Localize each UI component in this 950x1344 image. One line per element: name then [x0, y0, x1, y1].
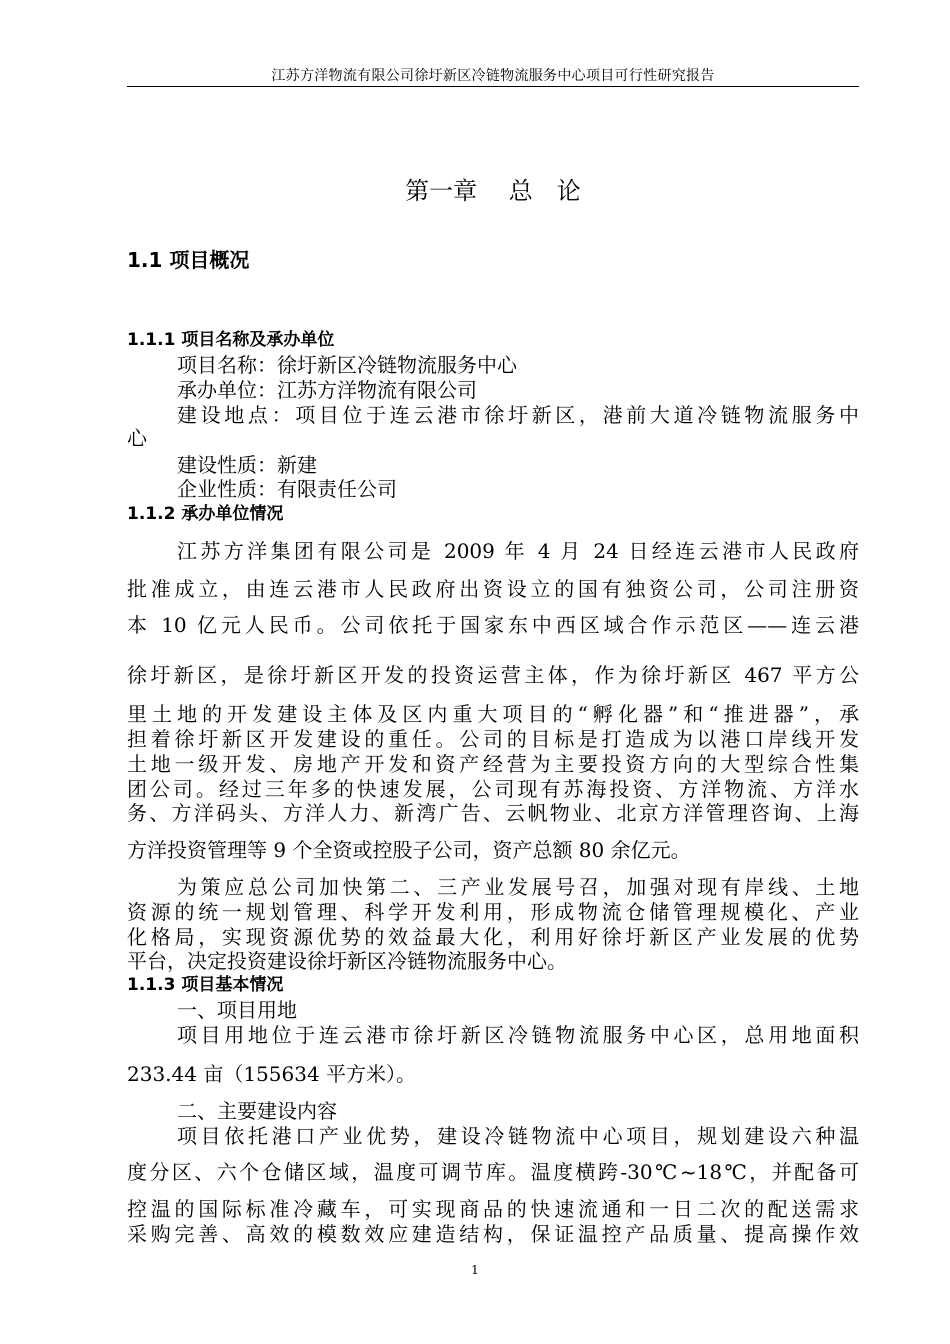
paragraph-line: 徐圩新区，是徐圩新区开发的投资运营主体，作为徐圩新区 467 平方公 [127, 663, 859, 687]
section-heading-1-1-2: 1.1.2 承办单位情况 [127, 504, 284, 524]
paragraph-line: 务、方洋码头、方洋人力、新湾广告、云帆物业、北京方洋管理咨询、上海 [127, 801, 859, 825]
paragraph-line: 本 10 亿元人民币。公司依托于国家东中西区域合作示范区——连云港 [127, 613, 859, 637]
paragraph-line: 担着徐圩新区开发建设的重任。公司的目标是打造成为以港口岸线开发 [127, 727, 859, 751]
page-number: 1 [471, 1263, 479, 1277]
paragraph-line: 资源的统一规划管理、科学开发利用，形成物流仓储管理规模化、产业 [127, 900, 859, 924]
section-heading-1-1-1: 1.1.1 项目名称及承办单位 [127, 330, 335, 350]
paragraph-line: 为策应总公司加快第二、三产业发展号召，加强对现有岸线、土地 [177, 875, 859, 899]
paragraph-line: 平台，决定投资建设徐圩新区冷链物流服务中心。 [127, 949, 567, 973]
paragraph-line: 二、主要建设内容 [177, 1099, 337, 1123]
paragraph-line: 度分区、六个仓储区域，温度可调节库。温度横跨-30℃~18℃，并配备可 [127, 1160, 859, 1184]
paragraph-line: 江苏方洋集团有限公司是 2009 年 4 月 24 日经连云港市人民政府 [177, 539, 859, 563]
paragraph-line: 企业性质：有限责任公司 [177, 477, 397, 501]
paragraph-line: 化格局，实现资源优势的效益最大化，利用好徐圩新区产业发展的优势 [127, 925, 859, 949]
chapter-title: 第一章 总 论 [405, 177, 581, 205]
section-heading-1-1: 1.1 项目概况 [127, 248, 250, 272]
paragraph-line: 土地一级开发、房地产开发和资产经营为主要投资方向的大型综合性集 [127, 752, 859, 776]
paragraph-line: 采购完善、高效的模数效应建造结构，保证温控产品质量、提高操作效 [127, 1222, 859, 1246]
paragraph-line: 一、项目用地 [177, 998, 297, 1022]
paragraph-line: 心 [127, 426, 147, 450]
paragraph-line: 建设地点：项目位于连云港市徐圩新区，港前大道冷链物流服务中 [177, 403, 859, 427]
header-rule [127, 86, 859, 87]
paragraph-line: 项目名称：徐圩新区冷链物流服务中心 [177, 353, 517, 377]
paragraph-line: 团公司。经过三年多的快速发展，公司现有苏海投资、方洋物流、方洋水 [127, 777, 859, 801]
running-header: 江苏方洋物流有限公司徐圩新区冷链物流服务中心项目可行性研究报告 [271, 68, 715, 84]
paragraph-line: 方洋投资管理等 9 个全资或控股子公司，资产总额 80 余亿元。 [127, 838, 691, 862]
paragraph-line: 批准成立，由连云港市人民政府出资设立的国有独资公司，公司注册资 [127, 577, 859, 601]
paragraph-line: 233.44 亩（155634 平方米）。 [127, 1062, 417, 1086]
paragraph-line: 项目依托港口产业优势，建设冷链物流中心项目，规划建设六种温 [177, 1124, 859, 1148]
paragraph-line: 里土地的开发建设主体及区内重大项目的“孵化器”和“推进器”，承 [127, 702, 859, 726]
section-heading-1-1-3: 1.1.3 项目基本情况 [127, 975, 284, 995]
paragraph-line: 项目用地位于连云港市徐圩新区冷链物流服务中心区，总用地面积 [177, 1023, 859, 1047]
paragraph-line: 建设性质：新建 [177, 453, 317, 477]
paragraph-line: 控温的国际标准冷藏车，可实现商品的快速流通和一日二次的配送需求 [127, 1197, 859, 1221]
paragraph-line: 承办单位：江苏方洋物流有限公司 [177, 378, 477, 402]
